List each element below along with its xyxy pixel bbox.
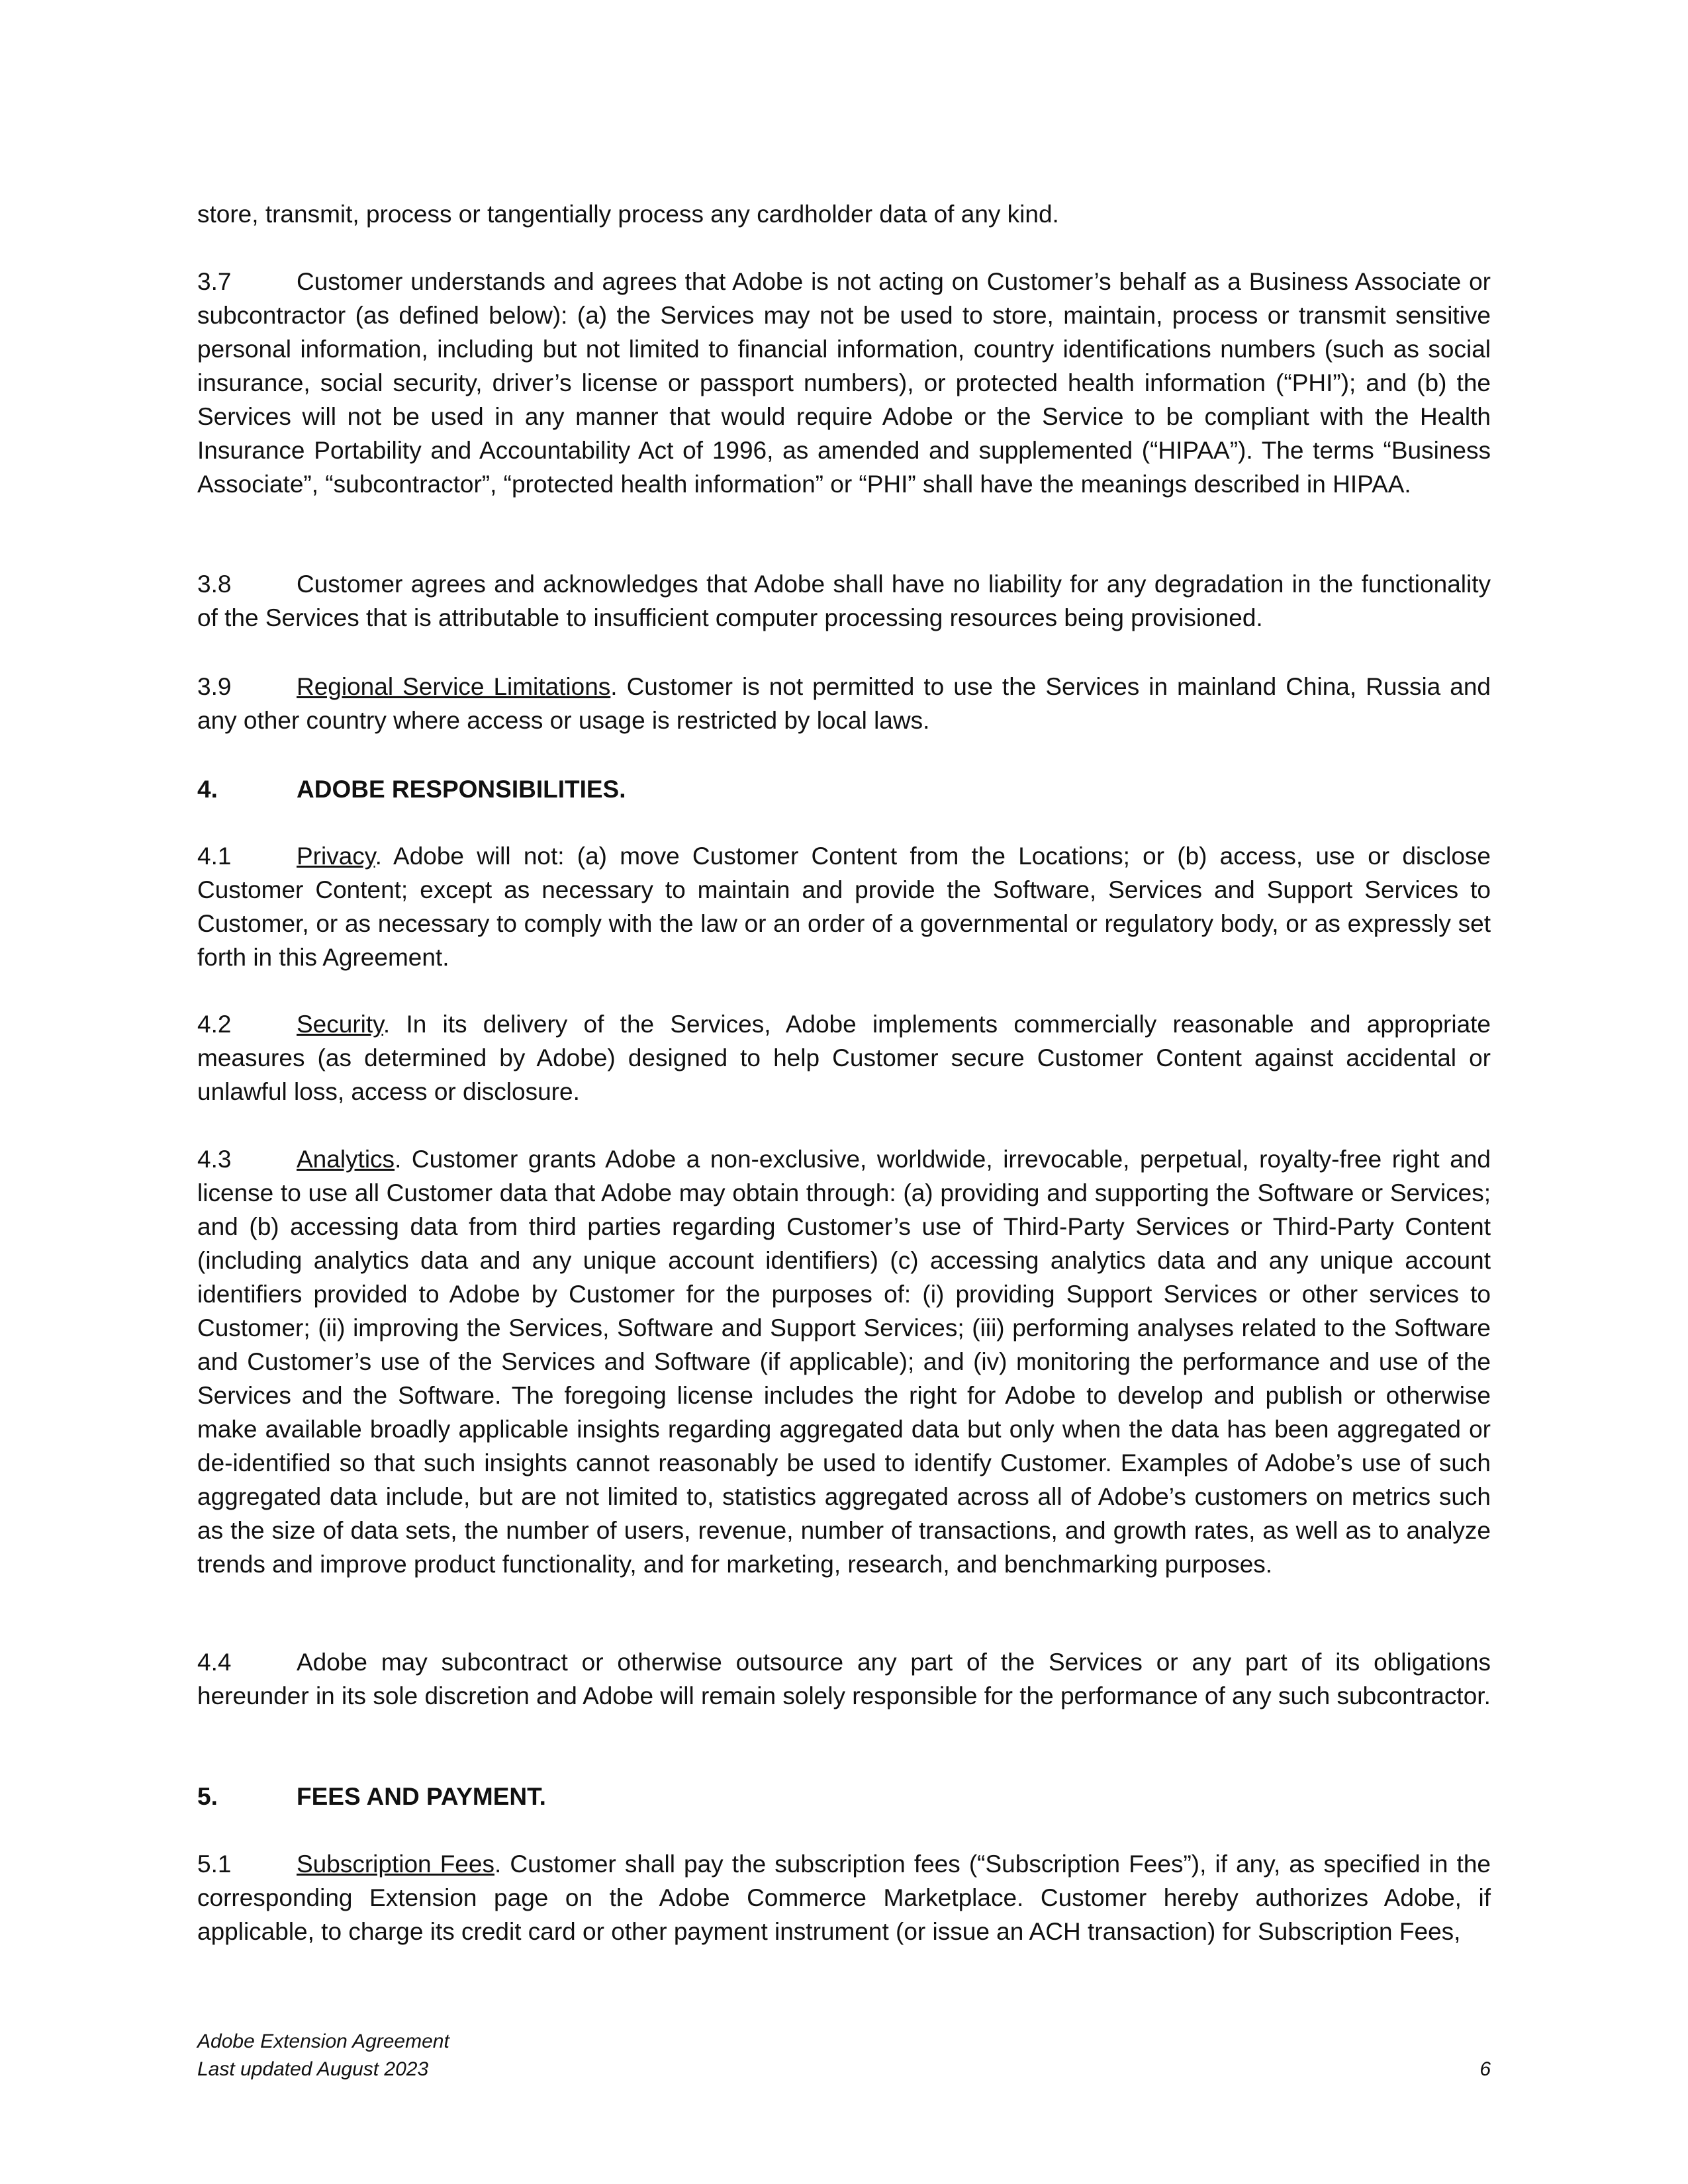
heading-title: FEES AND PAYMENT.: [297, 1783, 546, 1810]
section-text: . Customer shall pay the subscription fees (“Subscription Fees”), if any, as specified in the corresponding Extension page on the Adobe Commerce Marketplace. Customer hereby authorizes Adobe, if applicable, to charge its credit card or other payment instrument (or issue an ACH transaction) for Subscription Fees,: [197, 1850, 1491, 1945]
footer-title: Adobe Extension Agreement: [197, 2030, 449, 2052]
section-number: 4.4: [197, 1649, 232, 1676]
section-4-1: [197, 839, 1491, 974]
section-title: Analytics: [297, 1146, 395, 1173]
section-number: 4.1: [197, 842, 232, 870]
heading-title: ADOBE RESPONSIBILITIES.: [297, 776, 626, 803]
section-4-3: [197, 1142, 1491, 1581]
section-number: 3.9: [197, 673, 232, 700]
intro-paragraph: store, transmit, process or tangentially process any cardholder data of any kind.: [197, 201, 1059, 228]
section-4-4: [197, 1645, 1491, 1713]
section-text: . Adobe will not: (a) move Customer Content from the Locations; or (b) access, use or disclose Customer Content; except as necessary to maintain and provide the Software, Services and Support Services to Customer, or as necessary to comply with the law or an order of a governmental or regulatory body, or as expressly set forth in this Agreement.: [197, 842, 1491, 971]
heading-section-5: [197, 1780, 546, 1813]
section-number: 4.2: [197, 1011, 232, 1038]
footer-date: Last updated August 2023: [197, 2058, 429, 2080]
section-number: 4.3: [197, 1146, 232, 1173]
section-text: Adobe may subcontract or otherwise outsource any part of the Services or any part of its obligations hereunder in its sole discretion and Adobe will remain solely responsible for the performance of any such subcontractor.: [197, 1649, 1491, 1709]
section-text: . Customer grants Adobe a non-exclusive, worldwide, irrevocable, perpetual, royalty-free right and license to use all Customer data that Adobe may obtain through: (a) providing and supporting the Software or Services; and (b) accessing data from third parties regarding Customer’s use of Third-Party Services or Third-Party Content (including analytics data and any unique account identifiers) (c) accessing analytics data and any unique account identifiers provided to Adobe by Customer for the purposes of: (i) providing Support Services or other services to Customer; (ii) improving the Services, Software and Support Services; (iii) performing analyses related to the Software and Customer’s use of the Services and Software (if applicable); and (iv) monitoring the performance and use of the Services and the Software. The foregoing license includes the right for Adobe to develop and publish or otherwise make available broadly applicable insights regarding aggregated data but only when the data has been aggregated or de-identified so that such insights cannot reasonably be used to identify Customer. Examples of Adobe’s use of such aggregated data include, but are not limited to, statistics aggregated across all of Adobe’s customers on metrics such as the size of data sets, the number of users, revenue, number of transactions, and growth rates, as well as to analyze trends and improve product functionality, and for marketing, research, and benchmarking purposes.: [197, 1146, 1491, 1578]
page-number: 6: [1479, 2058, 1491, 2080]
heading-number: 5.: [197, 1783, 218, 1810]
heading-section-4: [197, 772, 626, 806]
section-title: Regional Service Limitations: [297, 673, 611, 700]
section-number: 5.1: [197, 1850, 232, 1878]
section-text: . In its delivery of the Services, Adobe implements commercially reasonable and appropriate measures (as determined by Adobe) designed to help Customer secure Customer Content against accidental or unlawful loss, access or disclosure.: [197, 1011, 1491, 1105]
section-text: . Customer is not permitted to use the Services in mainland China, Russia and any other country where access or usage is restricted by local laws.: [197, 673, 1491, 734]
heading-number: 4.: [197, 776, 218, 803]
section-title: Subscription Fees: [297, 1850, 494, 1878]
section-number: 3.7: [197, 268, 232, 295]
section-3-9: [197, 670, 1491, 737]
page-footer: [197, 2028, 1491, 2083]
section-title: Security: [297, 1011, 383, 1038]
section-5-1: [197, 1847, 1491, 1948]
section-3-8: [197, 567, 1491, 635]
section-number: 3.8: [197, 570, 232, 598]
section-4-2: [197, 1007, 1491, 1109]
section-title: Privacy: [297, 842, 375, 870]
section-3-7: [197, 265, 1491, 501]
section-text: Customer understands and agrees that Adobe is not acting on Customer’s behalf as a Business Associate or subcontractor (as defined below): (a) the Services may not be used to store, maintain, process or transmit sensitive personal information, including but not limited to financial information, country identifications numbers (such as social insurance, social security, driver’s license or passport numbers), or protected health information (“PHI”); and (b) the Services will not be used in any manner that would require Adobe or the Service to be compliant with the Health Insurance Portability and Accountability Act of 1996, as amended and supplemented (“HIPAA”). The terms “Business Associate”, “subcontractor”, “protected health information” or “PHI” shall have the meanings described in HIPAA.: [197, 268, 1491, 498]
section-text: Customer agrees and acknowledges that Adobe shall have no liability for any degradation in the functionality of the Services that is attributable to insufficient computer processing resources being provisioned.: [197, 570, 1491, 631]
